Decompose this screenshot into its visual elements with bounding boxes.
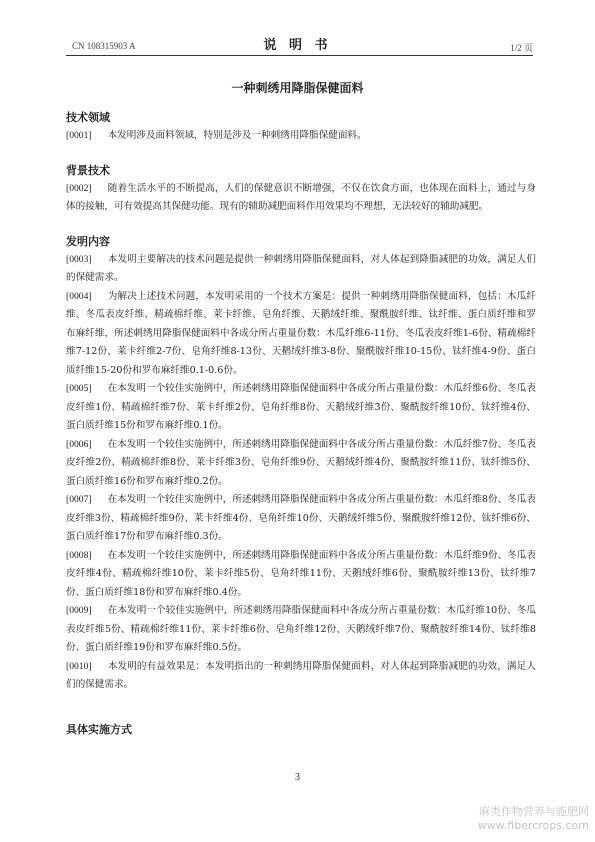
paragraph-0003 <box>66 251 536 288</box>
header-rule <box>66 55 533 56</box>
paragraph-number: [0005] <box>66 383 92 394</box>
site-watermark <box>478 805 589 833</box>
paragraph-text: 在本发明一个较佳实施例中，所述刺绣用降脂保健面料中各成分所占重量份数：木瓜纤维8份、冬瓜表皮纤维3份、精疏棉纤维9份、莱卡纤维4份、皂角纤维10份、天鹅绒纤维5份、聚酰胺纤维12份、钛纤维6份、蛋白质纤维17份和罗布麻纤维0.3份。 <box>66 494 536 542</box>
paragraph-0005 <box>66 380 536 436</box>
paragraph-text: 为解决上述技术问题，本发明采用的一个技术方案是：提供一种刺绣用降脂保健面料，包括：木瓜纤维、冬瓜表皮纤维、精疏棉纤维、莱卡纤维、皂角纤维、天鹅绒纤维、聚酰胺纤维、钛纤维、蛋白质纤维和罗布麻纤维，所述刺绣用降脂保健面料中各成分所占重量份数：木瓜纤维6-11份、冬瓜表皮纤维1-6份、精疏棉纤维7-12份、莱卡纤维2-7份、皂角纤维8-13份、天鹅绒纤维3-8份、聚酰胺纤维10-15份、钛纤维4-9份、蛋白质纤维15-20份和罗布麻纤维0.1-0.6份。 <box>66 290 536 376</box>
paragraph-number: [0009] <box>66 605 92 616</box>
paragraph-0006 <box>66 436 536 492</box>
section-heading-embodiments: 具体实施方式 <box>66 722 132 736</box>
document-title: 一种刺绣用降脂保健面料 <box>231 81 364 95</box>
paragraph-text: 本发明涉及面料领域，特别是涉及一种刺绣用降脂保健面料。 <box>107 130 367 141</box>
paragraph-0007 <box>66 491 536 547</box>
paragraph-text: 随着生活水平的不断提高，人们的保健意识不断增强，不仅在饮食方面，也体现在面料上，通过与身体的接触，可有效提高其保健功能。现有的辅助减肥面料作用效果均不理想，无法较好的辅助减肥。 <box>66 182 536 212</box>
paragraph-number: [0010] <box>66 660 92 672</box>
paragraph-0010 <box>66 658 536 695</box>
paragraph-0004 <box>66 288 536 381</box>
paragraph-0009 <box>66 602 536 658</box>
paragraph-text: 在本发明一个较佳实施例中，所述刺绣用降脂保健面料中各成分所占重量份数：木瓜纤维7份、冬瓜表皮纤维2份、精疏棉纤维8份、莱卡纤维3份、皂角纤维9份、天鹅绒纤维4份、聚酰胺纤维11份、钛纤维5份、蛋白质纤维16份和罗布麻纤维0.2份。 <box>66 438 536 487</box>
paragraph-text: 本发明的有益效果是：本发明指出的一种刺绣用降脂保健面料，对人体起到降脂减肥的功效，满足人们的保健需求。 <box>66 660 536 690</box>
paragraph-0008 <box>66 547 536 603</box>
document-body <box>66 109 536 739</box>
paragraph-0001 <box>66 127 536 146</box>
paragraph-text: 在本发明一个较佳实施例中，所述刺绣用降脂保健面料中各成分所占重量份数：木瓜纤维10份、冬瓜表皮纤维5份、精疏棉纤维11份、莱卡纤维6份、皂角纤维12份、天鹅绒纤维7份、聚酰胺纤维14份、钛纤维8份、蛋白质纤维19份和罗布麻纤维0.5份。 <box>66 605 536 653</box>
paragraph-number: [0002] <box>66 182 92 194</box>
paragraph-number: [0004] <box>66 290 92 302</box>
section-heading-background: 背景技术 <box>66 163 110 177</box>
paragraph-number: [0003] <box>66 253 92 265</box>
section-heading-summary: 发明内容 <box>66 234 110 248</box>
paragraph-number: [0007] <box>66 494 92 505</box>
patent-number: CN 108315903 A <box>72 41 136 51</box>
page-info: 1/2 页 <box>510 43 533 53</box>
paragraph-number: [0001] <box>66 130 92 141</box>
page-number: 3 <box>295 772 300 783</box>
watermark-url: www.fibercrops.com <box>477 819 589 832</box>
section-heading-tech-field: 技术领域 <box>66 111 110 124</box>
paragraph-text: 在本发明一个较佳实施例中，所述刺绣用降脂保健面料中各成分所占重量份数：木瓜纤维9份、冬瓜表皮纤维4份、精疏棉纤维10份、莱卡纤维5份、皂角纤维11份、天鹅绒纤维6份、聚酰胺纤维13份、钛纤维7份、蛋白质纤维18份和罗布麻纤维0.4份。 <box>66 549 536 598</box>
paragraph-number: [0008] <box>66 549 92 561</box>
watermark-site-name: 麻类作物营养与施肥网 <box>479 805 589 818</box>
paragraph-0002 <box>66 180 536 217</box>
paragraph-text: 本发明主要解决的技术问题是提供一种刺绣用降脂保健面料，对人体起到降脂减肥的功效，满足人们的保健需求。 <box>66 253 536 283</box>
paragraph-number: [0006] <box>66 438 92 450</box>
document-type: 说 明 书 <box>263 38 332 53</box>
paragraph-text: 在本发明一个较佳实施例中，所述刺绣用降脂保健面料中各成分所占重量份数：木瓜纤维6份、冬瓜表皮纤维1份、精疏棉纤维7份、莱卡纤维2份、皂角纤维8份、天鹅绒纤维3份、聚酰胺纤维10份、钛纤维4份、蛋白质纤维15份和罗布麻纤维0.1份。 <box>66 383 536 431</box>
